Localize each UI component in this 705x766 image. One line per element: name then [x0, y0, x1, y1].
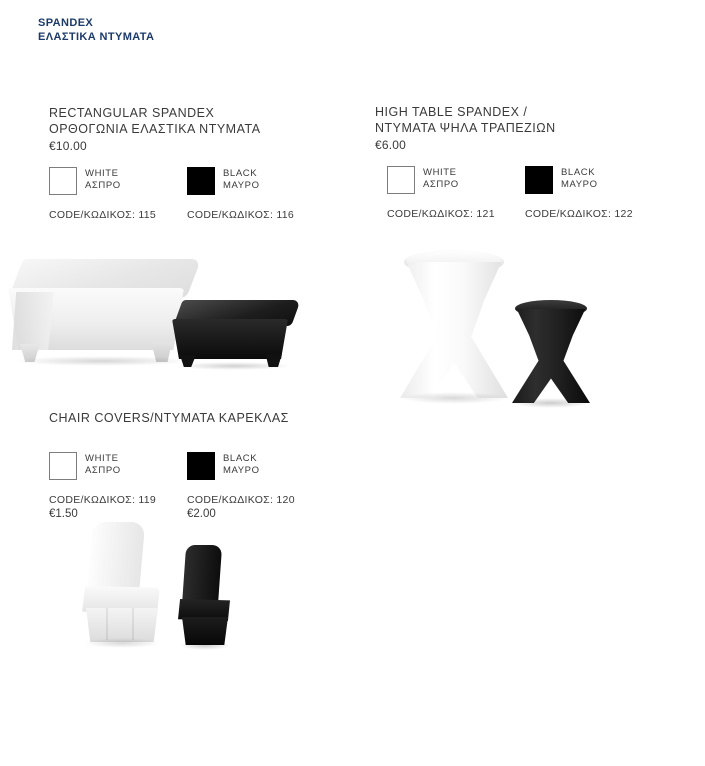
swatch-white[interactable]: [49, 167, 77, 195]
color-option-white[interactable]: [387, 166, 495, 220]
option-price: €1.50: [49, 508, 78, 520]
product-rectangular-spandex: [49, 105, 349, 229]
swatch-label: [223, 167, 260, 192]
product-title-en: CHAIR COVERS/ΝΤΥΜΑΤΑ ΚΑΡΕΚΛΑΣ: [49, 411, 289, 425]
color-option-white[interactable]: [49, 167, 156, 221]
color-name-en: WHITE: [85, 453, 119, 464]
color-option-black[interactable]: [525, 166, 633, 220]
color-name-en: WHITE: [85, 168, 119, 179]
rectangular-spandex-white-image: [8, 258, 198, 368]
swatch-black[interactable]: [525, 166, 553, 194]
page-title-el: ΕΛΑΣΤΙΚΑ ΝΤΥΜΑΤΑ: [38, 31, 155, 43]
product-code: CODE/ΚΩΔΙΚΟΣ: 116: [187, 209, 295, 221]
swatch-label: [85, 452, 121, 477]
swatch-black[interactable]: [187, 452, 215, 480]
color-name-el: ΑΣΠΡΟ: [85, 180, 121, 191]
product-title-el: ΟΡΘΟΓΩΝΙΑ ΕΛΑΣΤΙΚΑ ΝΤΥΜΑΤΑ: [49, 122, 261, 136]
color-name-en: WHITE: [423, 167, 457, 178]
product-code: CODE/ΚΩΔΙΚΟΣ: 119: [49, 494, 157, 506]
swatch-label: [85, 167, 121, 192]
product-code: CODE/ΚΩΔΙΚΟΣ: 115: [49, 209, 157, 221]
color-name-el: ΜΑΥΡΟ: [223, 180, 260, 191]
product-price: €6.00: [375, 138, 407, 152]
color-name-en: BLACK: [561, 167, 596, 178]
product-chair-covers: [49, 410, 349, 520]
swatch-white[interactable]: [387, 166, 415, 194]
color-name-el: ΑΣΠΡΟ: [85, 465, 121, 476]
color-options: [49, 167, 349, 229]
color-name-en: BLACK: [223, 168, 258, 179]
product-code: CODE/ΚΩΔΙΚΟΣ: 120: [187, 494, 295, 506]
color-name-el: ΑΣΠΡΟ: [423, 179, 459, 190]
product-title-el: ΝΤΥΜΑΤΑ ΨΗΛΑ ΤΡΑΠΕΖΙΩΝ: [375, 121, 556, 135]
swatch-label: [223, 452, 260, 477]
swatch-white[interactable]: [49, 452, 77, 480]
page-title: [38, 16, 154, 44]
product-high-table-spandex: [375, 104, 675, 228]
color-options: [49, 452, 349, 520]
color-option-black[interactable]: [187, 167, 294, 221]
color-option-white[interactable]: [49, 452, 156, 520]
product-price: €10.00: [49, 139, 87, 153]
page-title-en: SPANDEX: [38, 17, 94, 29]
swatch-label: [423, 166, 459, 191]
product-code: CODE/ΚΩΔΙΚΟΣ: 121: [387, 208, 495, 220]
product-title: [49, 105, 349, 137]
product-title: [49, 410, 349, 426]
option-price: €2.00: [187, 508, 216, 520]
color-name-en: BLACK: [223, 453, 258, 464]
product-title-en: HIGH TABLE SPANDEX /: [375, 105, 528, 119]
color-options: [375, 166, 675, 228]
high-table-spandex-white-image: [400, 250, 510, 410]
color-name-el: ΜΑΥΡΟ: [223, 465, 260, 476]
color-name-el: ΜΑΥΡΟ: [561, 179, 598, 190]
high-table-spandex-black-image: [512, 300, 590, 410]
rectangular-spandex-black-image: [172, 300, 302, 370]
product-title: [375, 104, 675, 136]
color-option-black[interactable]: [187, 452, 295, 520]
swatch-label: [561, 166, 598, 191]
product-title-en: RECTANGULAR SPANDEX: [49, 106, 215, 120]
swatch-black[interactable]: [187, 167, 215, 195]
chair-cover-white-image: [76, 522, 172, 652]
chair-cover-black-image: [176, 545, 238, 655]
product-code: CODE/ΚΩΔΙΚΟΣ: 122: [525, 208, 633, 220]
